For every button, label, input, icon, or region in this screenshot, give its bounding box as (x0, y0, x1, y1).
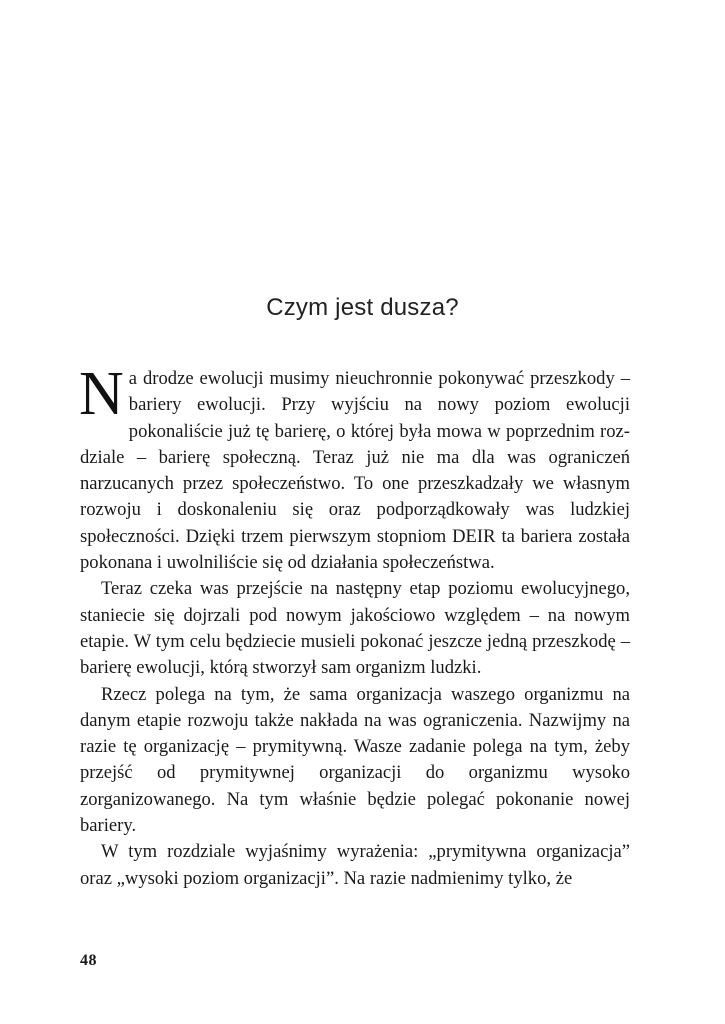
paragraph-1-text: a drodze ewolucji musimy nieuchronnie pokonywać przeszkody – bariery ewolucji. Przy wyjściu na nowy poziom ewolucji pokonaliście już tę barierę, o której była mowa w poprzednim rozdziale – barierę społeczną. Teraz już nie ma dla was ograniczeń narzucanych przez społeczeństwo. To one przeszkadzały we własnym rozwoju i doskonaleniu się oraz podporządkowały was ludzkiej społeczności. Dzięki trzem pierwszym stopniom DEIR ta bariera została pokonana i uwolniliście się od działania społeczeństwa. (80, 368, 630, 574)
chapter-title: Czym jest dusza? (266, 294, 459, 321)
page-number: 48 (80, 952, 97, 969)
paragraph-3: Rzecz polega na tym, że sama organizacja waszego organizmu na danym etapie rozwoju także nakłada na was ograniczenia. Nazwijmy na razie tę organizację – prymitywną. Wasze zadanie polega na tym, żeby przejść od prymitywnej organizacji do organizmu wysoko zorganizowanego. Na tym właśnie będzie polegać pokonanie nowej bariery. (80, 683, 630, 837)
body-text (79, 360, 630, 892)
paragraph-2: Teraz czeka was przejście na następny etap poziomu ewolucyjnego, staniecie się dojrzali pod nowym jakościowo względem – na nowym etapie. W tym celu będziecie musieli pokonać jeszcze jedną przeszkodę – barierę ewolucji, którą stworzył sam organizm ludzki. (80, 578, 630, 679)
paragraph-1 (79, 360, 630, 576)
drop-cap: N (79, 360, 124, 428)
paragraph-4: W tym rozdziale wyjaśnimy wyrażenia: „prymitywna organizacja” oraz „wysoki poziom organizacji”. Na razie nadmienimy tylko, że (80, 841, 630, 889)
